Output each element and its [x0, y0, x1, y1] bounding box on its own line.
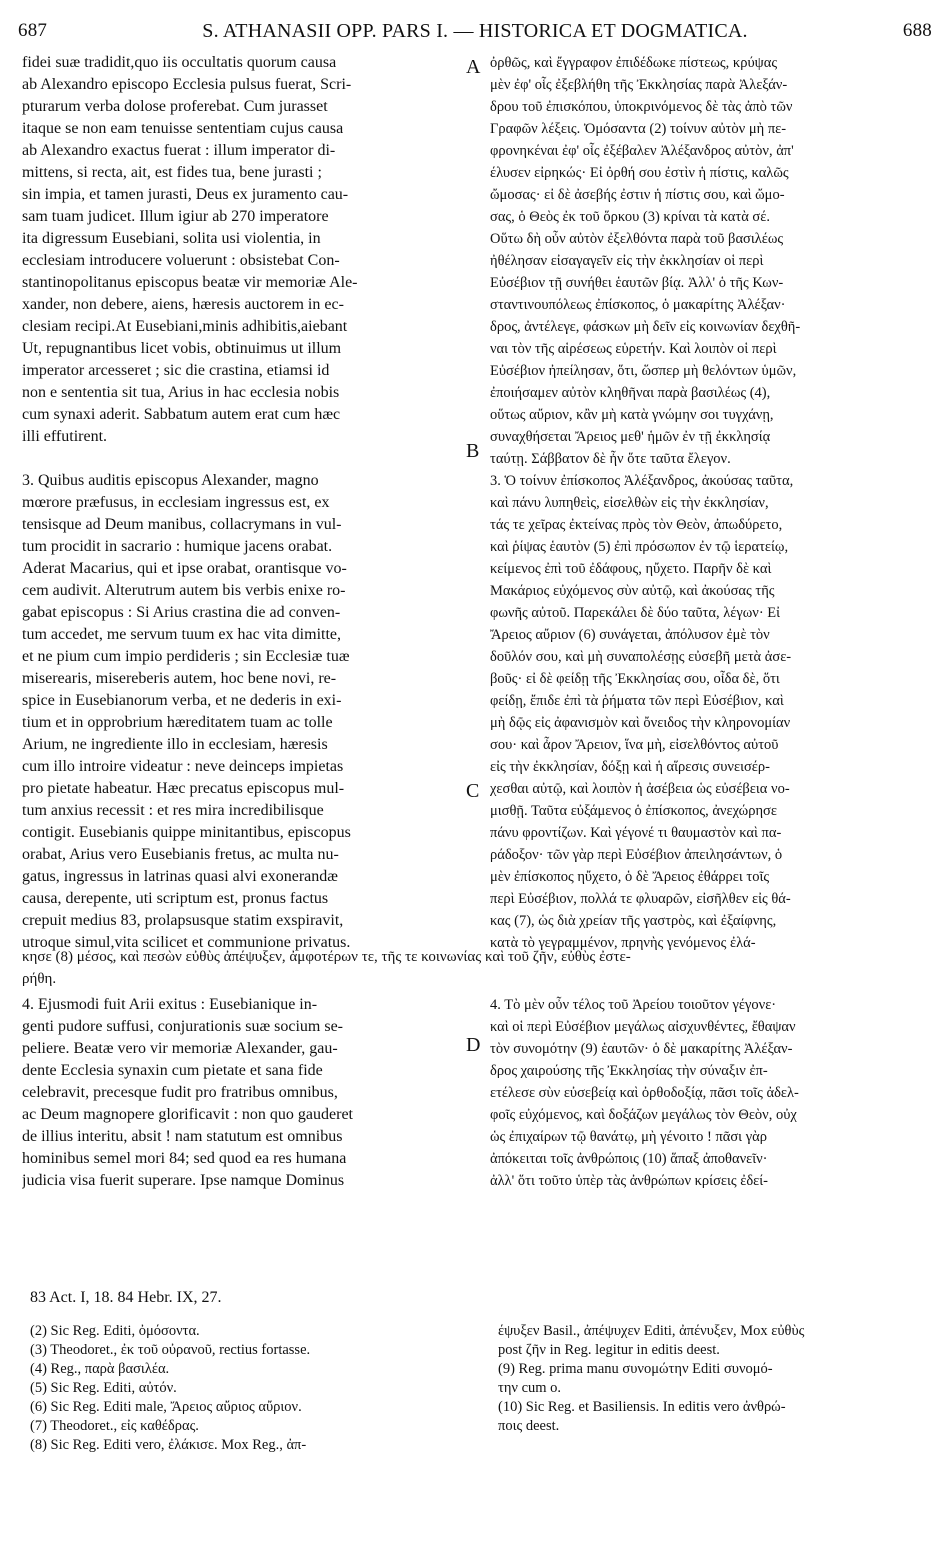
- footnote-line: την cum ο.: [498, 1380, 562, 1396]
- latin-text-line: tensisque ad Deum manibus, collacrymans in vul-: [22, 516, 342, 533]
- latin-text-line: ita digressum Eusebiani, solita usi violentia, in: [22, 230, 321, 247]
- latin-text-line: xander, non debere, aiens, hæresis auctorem in ec-: [22, 296, 344, 313]
- latin-text-line: tium et in opprobrium hæreditatem tuam ac tolle: [22, 714, 333, 731]
- greek-text-line: δοῦλόν σου, καὶ μὴ συναπολέσῃς εὐσεβῆ μετὰ ἀσε-: [490, 649, 792, 665]
- latin-text-line: ab Alexandro exactus fuerat : illum imperator di-: [22, 142, 336, 159]
- footnote-line: (9) Reg. prima manu συνομώτην Editi συνομό-: [498, 1361, 773, 1377]
- latin-text-line: itaque se non eam tenuisse sententiam cujus causa: [22, 120, 344, 137]
- greek-text-line: καὶ ῥίψας ἑαυτὸν (5) ἐπὶ πρόσωπον ἐν τῷ ἱερατείῳ,: [490, 539, 789, 555]
- footnote-line: (7) Theodoret., εἰς καθέδρας.: [30, 1418, 199, 1434]
- right-page-number: 688: [902, 20, 932, 41]
- greek-text-line: δρου τοῦ ἐπισκόπου, ὑποκρινόμενος δὲ τὰς ἀπὸ τῶν: [490, 99, 793, 115]
- greek-text-line: ὀρθῶς, καὶ ἔγγραφον ἐπιδέδωκε πίστεως, κρύψας: [490, 55, 778, 71]
- greek-text-line: χεσθαι αὐτῷ, καὶ λοιπὸν ἡ ἀσέβεια ὡς εὐσέβεια νο-: [490, 781, 790, 797]
- greek-text-line: ράδοξον· τῶν γὰρ περὶ Εὐσέβιον ἀπειλησάντων, ὁ: [490, 847, 783, 863]
- greek-text-line: φοῖς εὐχόμενος, καὶ δοξάζων μεγάλως τὸν Θεὸν, οὐχ: [490, 1107, 797, 1123]
- latin-text-line: mittens, si recta, ait, est fides tua, bene jurasti ;: [22, 164, 322, 181]
- latin-text-line: sam tuam judicet. Illum igiur ab 270 imperatore: [22, 208, 329, 225]
- latin-text-line: [22, 448, 468, 470]
- latin-text-line: miserearis, misereberis autem, hoc bene novi, re-: [22, 670, 337, 687]
- greek-text-line: δρος, ἀντέλεγε, φάσκων μὴ δεῖν εἰς κοινωνίαν δεχθῆ-: [490, 319, 801, 335]
- greek-text-line: ἠθέλησαν εἰσαγαγεῖν εἰς τὴν ἐκκλησίαν οἱ περὶ: [490, 253, 764, 269]
- latin-text-line: ac Deum magnopere glorificavit : non quo gauderet: [22, 1106, 353, 1123]
- left-page-number: 687: [18, 20, 48, 41]
- greek-text-line: μὴ δῷς εἰς ἀφανισμὸν καὶ ὄνειδος τὴν κληρονομίαν: [490, 715, 791, 731]
- full-width-line-2: ρήθη.: [22, 971, 57, 987]
- page-header: [18, 12, 932, 42]
- greek-text-line: ὡς ἐπιχαίρων τῷ θανάτῳ, μὴ γένοιτο ! πᾶσι γὰρ: [490, 1129, 767, 1145]
- latin-text-line: mœrore præfusus, in ecclesiam ingressus est, ex: [22, 494, 330, 511]
- latin-text-line: tum procidit in sacrario : humique jacens orabat.: [22, 538, 333, 555]
- greek-text-line: μὲν ἐφ' οἷς ἐξεβλήθη τῆς Ἐκκλησίας παρὰ Ἀλεξάν-: [490, 77, 788, 93]
- footnotes-right: [498, 1322, 932, 1436]
- latin-text-line: Arium, ne ingrediente illo in ecclesiam, hæresis: [22, 736, 328, 753]
- latin-text-line: 3. Quibus auditis episcopus Alexander, magno: [22, 472, 319, 489]
- greek-text-line: σταντινουπόλεως ἐπίσκοπος, ὁ μακαρίτης Ἀλέξαν·: [490, 297, 786, 313]
- greek-text-line: 4. Τὸ μὲν οὖν τέλος τοῦ Ἀρείου τοιοῦτον γέγονε·: [490, 997, 777, 1013]
- latin-text-line: illi effutirent.: [22, 428, 108, 445]
- greek-text-line: ταύτῃ. Σάββατον δὲ ἦν ὅτε ταῦτα ἔλεγον.: [490, 451, 731, 467]
- latin-text-line: imperator arcesseret ; sic die crastina, etiamsi id: [22, 362, 330, 379]
- footnotes-left: [30, 1322, 470, 1455]
- latin-text-line: tum accedet, me servum tuum ex hac vita dimitte,: [22, 626, 342, 643]
- latin-text-line: et ne pium cum impio perdideris ; sin Ecclesiæ tuæ: [22, 648, 350, 665]
- greek-text-line: καὶ οἱ περὶ Εὐσέβιον μεγάλως αἰσχυνθέντες, ἔθαψαν: [490, 1019, 796, 1035]
- latin-text-line: orabat, Arius vero Eusebianis fretus, ac multa nu-: [22, 846, 339, 863]
- latin-text-line: sin impia, et tamen jurasti, Deus ex juramento cau-: [22, 186, 349, 203]
- latin-text-line: celebravit, precesque fudit pro fratribus omnibus,: [22, 1084, 338, 1101]
- greek-text-line: τὸν συνομότην (9) ἑαυτῶν· ὁ δὲ μακαρίτης Ἀλέξαν-: [490, 1041, 793, 1057]
- latin-text-line: gatus, ingressus in latrinas quasi alvi exonerandæ: [22, 868, 338, 885]
- greek-text-line: καὶ πάνυ λυπηθεὶς, εἰσελθὼν εἰς τὴν ἐκκλησίαν,: [490, 495, 769, 511]
- greek-text-line: περὶ Εὐσέβιον, πολλά τε φλυαρῶν, εἰσῆλθεν εἰς θά-: [490, 891, 791, 907]
- latin-text-line: cum illo introire videatur : neve deinceps impietas: [22, 758, 344, 775]
- latin-text-line: 4. Ejusmodi fuit Arii exitus : Eusebianique in-: [22, 996, 318, 1013]
- latin-text-line: crepuit medius 83, prolapsusque statim exspiravit,: [22, 912, 344, 929]
- footnote-line: ποις deest.: [498, 1418, 560, 1434]
- greek-text-line: τάς τε χεῖρας ἐκτείνας πρὸς τὸν Θεὸν, ἀπωδύρετο,: [490, 517, 783, 533]
- greek-text-line: 3. Ὁ τοίνυν ἐπίσκοπος Ἀλέξανδρος, ἀκούσας ταῦτα,: [490, 473, 794, 489]
- greek-column: [490, 52, 932, 954]
- latin-text-line: tum anxius recessit : et res mira incredibilisque: [22, 802, 324, 819]
- latin-column-section-4: [22, 994, 468, 1192]
- greek-text-line: μισθῇ. Ταῦτα εὐξάμενος ὁ ἐπίσκοπος, ἀνεχώρησε: [490, 803, 777, 819]
- greek-text-line: ὤμοσας· εἰ δὲ ἀσεβής ἐστιν ἡ πίστις σου, καὶ ὤμο-: [490, 187, 785, 203]
- latin-text-line: pro pietate habeatur. Hæc precatus episcopus mul-: [22, 780, 345, 797]
- latin-text-line: hominibus semel mori 84; sed quod ea res humana: [22, 1150, 347, 1167]
- latin-text-line: spice in Eusebianorum verba, et ne dederis in exi-: [22, 692, 342, 709]
- footnote-line: (10) Sic Reg. et Basiliensis. In editis vero ἀνθρώ-: [498, 1399, 786, 1415]
- latin-text-line: ecclesiam introducere voluerunt : obsistebat Con-: [22, 252, 340, 269]
- greek-text-line: κείμενος ἐπὶ τοῦ ἐδάφους, ηὔχετο. Παρῆν δὲ καὶ: [490, 561, 772, 577]
- footnote-line: έψυξεν Basil., ἀπέψυχεν Editi, ἀπένυξεν, Mox εὐθὺς: [498, 1323, 805, 1339]
- latin-text-line: Ut, repugnantibus licet vobis, obtinuimus ut illum: [22, 340, 342, 357]
- greek-text-line: Εὐσέβιον ἠπείλησαν, ὅτι, ὥσπερ μὴ θελόντων ὑμῶν,: [490, 363, 797, 379]
- margin-marker-b: B: [466, 440, 480, 462]
- greek-text-line: ἀλλ' ὅτι τοῦτο ὑπὲρ τὰς ἀνθρώπων κρίσεις ἐδεί-: [490, 1173, 768, 1189]
- greek-text-line: σου· καὶ ἆρον Ἄρειον, ἵνα μὴ, εἰσελθόντος αὐτοῦ: [490, 737, 779, 753]
- greek-text-line: δρος χαιρούσης τῆς Ἐκκλησίας τὴν σύναξιν ἐπ-: [490, 1063, 768, 1079]
- greek-column-section-4: [490, 994, 932, 1192]
- greek-text-line: εἰς τὴν ἐκκλησίαν, δόξῃ καὶ ἡ αἵρεσις συνεισέρ-: [490, 759, 770, 775]
- latin-text-line: Aderat Macarius, qui et ipse orabat, orantisque vo-: [22, 560, 347, 577]
- greek-text-line: ναι τὸν τῆς αἱρέσεως εὑρετήν. Καὶ λοιπὸν οἱ περὶ: [490, 341, 777, 357]
- latin-text-line: gabat episcopus : Si Arius crastina die ad conven-: [22, 604, 341, 621]
- latin-text-line: stantinopolitanus episcopus beatæ vir memoriæ Ale-: [22, 274, 358, 291]
- latin-text-line: clesiam recipi.At Eusebiani,minis adhibitis,aiebant: [22, 318, 348, 335]
- greek-text-line: πάνυ φροντίζων. Καὶ γέγονέ τι θαυμαστὸν καὶ πα-: [490, 825, 782, 841]
- running-title: S. ATHANASII OPP. PARS I. — HISTORICA ET DOGMATICA.: [202, 20, 748, 42]
- greek-text-line: μὲν ἐπίσκοπος ηὔχετο, ὁ δὲ Ἄρειος ἐθάρρει τοῖς: [490, 869, 770, 885]
- footnote-line: (5) Sic Reg. Editi, αὐτόν.: [30, 1380, 177, 1396]
- margin-marker-c: C: [466, 780, 480, 802]
- latin-text-line: non e sententia sit tua, Arius in hac ecclesia nobis: [22, 384, 340, 401]
- footnote-line: (8) Sic Reg. Editi vero, ἐλάκισε. Mox Reg., ἀπ-: [30, 1437, 307, 1453]
- latin-text-line: cem audivit. Alterutrum autem bis verbis enixe ro-: [22, 582, 346, 599]
- footnote-line: (4) Reg., παρὰ βασιλέα.: [30, 1361, 170, 1377]
- greek-text-line: Οὕτω δὴ οὖν αὐτὸν ἐξελθόντα παρὰ τοῦ βασιλέως: [490, 231, 784, 247]
- latin-text-line: cum synaxi aderit. Sabbatum autem erat cum hæc: [22, 406, 341, 423]
- latin-text-line: peliere. Beatæ vero vir memoriæ Alexander, gau-: [22, 1040, 338, 1057]
- greek-text-line: σας, ὁ Θεὸς ἐκ τοῦ ὅρκου (3) κρίναι τὰ κατὰ σέ.: [490, 209, 770, 225]
- footnote-line: (6) Sic Reg. Editi male, Ἄρειος αὔριος αὔριον.: [30, 1399, 302, 1415]
- latin-text-line: fidei suæ tradidit,quo iis occultatis quorum causa: [22, 54, 337, 71]
- greek-text-line: κας (7), ὡς διὰ χρείαν τῆς γαστρὸς, καὶ ἐξαίφνης,: [490, 913, 777, 929]
- greek-text-line: ετέλεσε σὺν εὐσεβείᾳ καὶ ὀρθοδοξίᾳ, πᾶσι τοῖς ἀδελ-: [490, 1085, 799, 1101]
- latin-column: [22, 52, 468, 954]
- greek-text-line: Μακάριος εὐχόμενος σὺν αὐτῷ, καὶ ἀκούσας τῆς: [490, 583, 775, 599]
- footnote-line: (3) Theodoret., ἐκ τοῦ οὐρανοῦ, rectius fortasse.: [30, 1342, 311, 1358]
- latin-text-line: causa, derepente, uti scriptum est, pronus factus: [22, 890, 329, 907]
- full-width-line-1: κησε (8) μέσος, καὶ πεσὼν εὐθὺς ἀπέψυξεν, ἀμφοτέρων τε, τῆς τε κοινωνίας καὶ τοῦ ζῆν, εὐθὺς ἐστε-: [22, 949, 631, 965]
- margin-marker-a: A: [466, 56, 481, 78]
- greek-text-line: έλυσεν εἰρηκώς· Εἰ ὀρθή σου ἐστὶν ἡ πίστις, καλῶς: [490, 165, 789, 181]
- greek-text-line: Εὐσέβιον τῇ συνήθει ἑαυτῶν βίᾳ. Ἀλλ' ὁ τῆς Κων-: [490, 275, 784, 291]
- greek-text-line: φείδῃ, ἔπιδε ἐπὶ τὰ ῥήματα τῶν περὶ Εὐσέβιον, καὶ: [490, 693, 784, 709]
- latin-text-line: pturarum verba dolose proferebat. Cum jurasset: [22, 98, 328, 115]
- margin-marker-d: D: [466, 1034, 481, 1056]
- greek-text-line: βοῦς· εἰ δὲ φείδῃ τῆς Ἐκκλησίας σου, οἶδα δὲ, ὅτι: [490, 671, 780, 687]
- latin-text-line: de illius interitu, absit ! nam statutum est omnibus: [22, 1128, 343, 1145]
- greek-text-line: Γραφῶν λέξεις. Ὀμόσαντα (2) τοίνυν αὐτὸν μὴ πε-: [490, 121, 787, 137]
- footnote-line: (2) Sic Reg. Editi, ὀμόσοντα.: [30, 1323, 200, 1339]
- latin-text-line: genti pudore suffusi, conjurationis suæ socium se-: [22, 1018, 343, 1035]
- greek-text-line: φωνῆς αὐτοῦ. Παρεκάλει δὲ δύο ταῦτα, λέγων· Εἰ: [490, 605, 781, 621]
- footnote-line: post ζῆν in Reg. legitur in editis deest.: [498, 1342, 720, 1358]
- latin-text-line: ab Alexandro episcopo Ecclesia pulsus fuerat, Scri-: [22, 76, 352, 93]
- greek-text-line: κατὰ τὸ γεγραμμένον, πρηνὴς γενόμενος ἐλά-: [490, 935, 756, 951]
- greek-text-line: συναχθήσεται Ἄρειος μεθ' ἡμῶν ἐν τῇ ἐκκλησίᾳ: [490, 429, 771, 445]
- greek-text-line: οὕτως αὔριον, κἂν μὴ κατὰ γνώμην σοι τυγχάνῃ,: [490, 407, 774, 423]
- greek-text-line: ἐποιήσαμεν αὐτὸν κληθῆναι παρὰ βασιλέως (4),: [490, 385, 771, 401]
- scripture-references: 83 Act. I, 18. 84 Hebr. IX, 27.: [30, 1289, 222, 1306]
- latin-text-line: contigit. Eusebianis quippe minitantibus, episcopus: [22, 824, 351, 841]
- greek-text-line: φρονηκέναι ἐφ' οἷς ἐξέβαλεν Ἀλέξανδρος αὐτὸν, ἀπ': [490, 143, 794, 159]
- greek-text-line: ἀπόκειται τοῖς ἀνθρώποις (10) ἅπαξ ἀποθανεῖν·: [490, 1151, 768, 1167]
- latin-text-line: dente Ecclesia synaxin cum pietate et sana fide: [22, 1062, 323, 1079]
- latin-text-line: judicia visa fuerit superare. Ipse namque Dominus: [22, 1172, 345, 1189]
- latin-text-line: utroque simul,vita scilicet et communione privatus.: [22, 934, 351, 951]
- greek-text-line: Ἄρειος αὔριον (6) συνάγεται, ἀπόλυσον ἐμὲ τὸν: [490, 627, 770, 643]
